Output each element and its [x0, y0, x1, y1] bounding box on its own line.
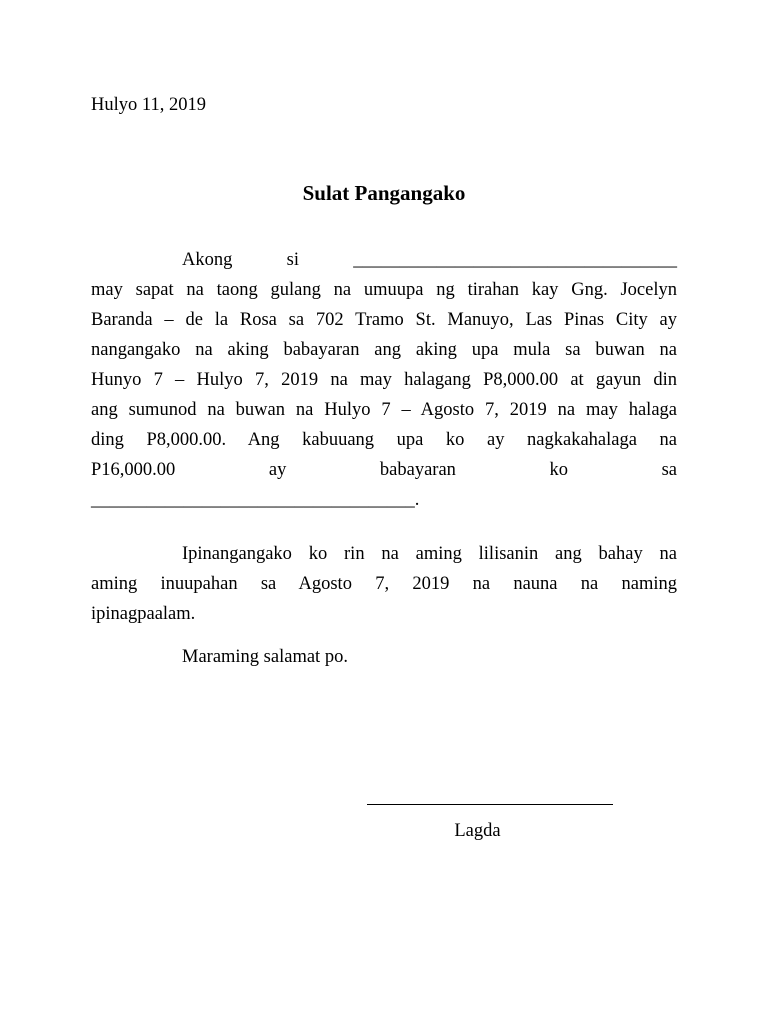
paragraph-1-line-8: P16,000.00 ay babayaran ko sa: [91, 460, 677, 480]
paragraph-2-line-1: Ipinangangako ko rin na aming lilisanin ang bahay na: [182, 544, 677, 564]
signature-line: [367, 804, 613, 805]
paragraph-1-line-4: nangangako na aking babayaran ang aking upa mula sa buwan na: [91, 340, 677, 360]
paragraph-1-line-3: Baranda – de la Rosa sa 702 Tramo St. Manuyo, Las Pinas City ay: [91, 310, 677, 330]
paragraph-1-line-1: Akong si ___________________________________: [182, 250, 677, 270]
paragraph-1-line-9: ___________________________________.: [91, 490, 420, 510]
paragraph-2-line-2: aming inuupahan sa Agosto 7, 2019 na nauna na naming: [91, 574, 677, 594]
closing-line: Maraming salamat po.: [182, 647, 348, 667]
paragraph-1-line-5: Hunyo 7 – Hulyo 7, 2019 na may halagang P8,000.00 at gayun din: [91, 370, 677, 390]
signature-label: Lagda: [454, 821, 501, 841]
paragraph-1-line-2: may sapat na taong gulang na umuupa ng tirahan kay Gng. Jocelyn: [91, 280, 677, 300]
paragraph-2-line-3: ipinagpaalam.: [91, 604, 196, 624]
paragraph-1-line-7: ding P8,000.00. Ang kabuuang upa ko ay nagkakahalaga na: [91, 430, 677, 450]
letter-date: Hulyo 11, 2019: [91, 95, 206, 115]
paragraph-1-line-6: ang sumunod na buwan na Hulyo 7 – Agosto 7, 2019 na may halaga: [91, 400, 677, 420]
letter-title: Sulat Pangangako: [302, 181, 466, 205]
